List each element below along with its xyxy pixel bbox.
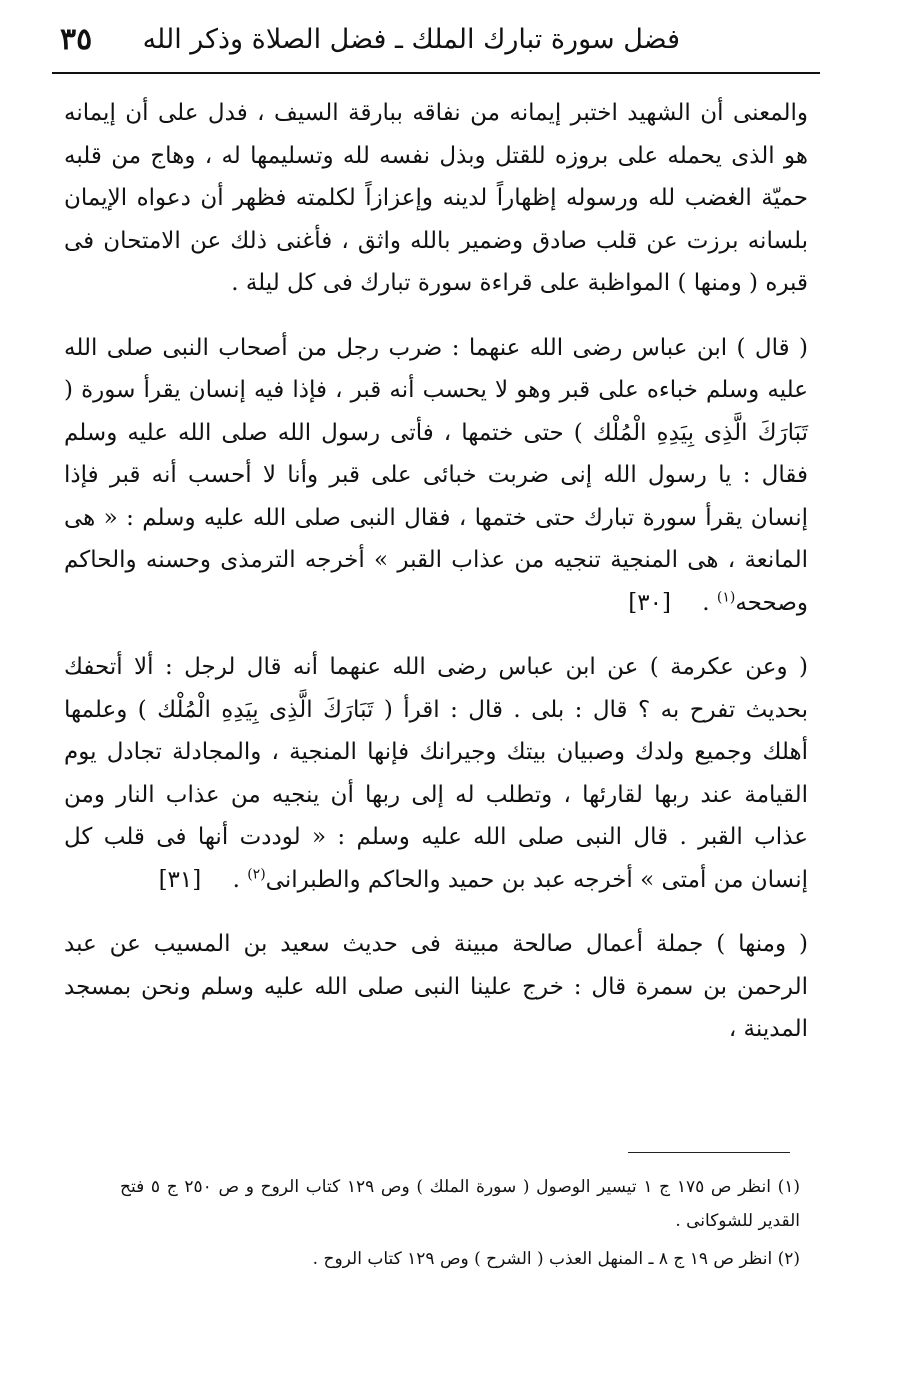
running-title: فضل سورة تبارك الملك ـ فضل الصلاة وذكر الله [142, 24, 680, 55]
paragraph-text: ( وعن عكرمة ) عن ابن عباس رضى الله عنهما أنه قال لرجل : ألا أتحفك بحديث تفرح به ؟ قال : بلى . قال : اقرأ ( تَبَارَكَ الَّذِى بِيَدِهِ الْمُلْك ) وعلمها أهلك وجميع ولدك وصبيان بيتك وجيرانك فإنها المنجية ، والمجادلة تجادل يوم القيامة عند ربها لقارئها ، وتطلب له إلى ربها أن ينجيه من عذاب النار ومن عذاب القبر . قال النبى صلى الله عليه وسلم : « لوددت أنها فى قلب كل إنسان من أمتى » أخرجه عبد بن حميد والحاكم والطبرانى [64, 654, 808, 893]
paragraph-ending: . [232, 866, 248, 893]
paragraph-text: ( قال ) ابن عباس رضى الله عنهما : ضرب رجل من أصحاب النبى صلى الله عليه وسلم خباءه على قبر وهو لا يحسب أنه قبر ، فإذا فيه إنسان يقرأ سورة ( تَبَارَكَ الَّذِى بِيَدِهِ الْمُلْك ) حتى ختمها ، فأتى رسول الله صلى الله عليه وسلم فقال : يا رسول الله إنى ضربت خبائى على قبر وأنا لا أحسب أنه قبر فإذا إنسان يقرأ سورة تبارك حتى ختمها ، فقال النبى صلى الله عليه وسلم : « هى المانعة ، هى المنجية تنجيه من عذاب القبر » أخرجه الترمذى وحسنه والحاكم وصححه [64, 334, 808, 616]
footnote-1: (١) انظر ص ١٧٥ ج ١ تيسير الوصول ( سورة الملك ) وص ١٢٩ كتاب الروح و ص ٢٥٠ ج ٥ فتح القدير للشوكانى . [120, 1177, 801, 1231]
paragraph-intro [64, 92, 808, 305]
main-text [64, 92, 808, 1051]
page-header [52, 22, 820, 66]
paragraph-deeds [64, 923, 808, 1051]
footnote-marker[interactable]: (١) [716, 588, 736, 605]
paragraph-text: والمعنى أن الشهيد اختبر إيمانه من نفاقه ببارقة السيف ، فدل على أن إيمانه هو الذى يحمله على بروزه للقتل وبذل نفسه لله وتسليمها له ، وهاج من قلبه حميّة الغضب لله ورسوله إظهاراً لدينه وإعزازاً لكلمته فظهر أن دعواه الإيمان بلسانه برزت عن قلب صادق وضمير بالله واثق ، فأغنى ذلك عن الامتحان فى قبره ( ومنها ) المواظبة على قراءة سورة تبارك فى كل ليلة . [64, 100, 808, 296]
paragraph-hadith-ibn-abbas [64, 327, 808, 625]
hadith-number: [٣١] [158, 866, 202, 893]
footnote-divider [628, 1152, 790, 1153]
header-divider [52, 72, 820, 74]
paragraph-text: ( ومنها ) جملة أعمال صالحة مبينة فى حديث سعيد بن المسيب عن عبد الرحمن بن سمرة قال : خرج علينا النبى صلى الله عليه وسلم ونحن بمسجد المدينة ، [64, 931, 808, 1042]
footnote-marker[interactable]: (٢) [247, 865, 266, 882]
page-number: ٣٥ [60, 22, 93, 57]
hadith-number: [٣٠] [628, 589, 671, 616]
footnote-2: (٢) انظر ص ١٩ ج ٨ ـ المنهل العذب ( الشرح ) وص ١٢٩ كتاب الروح . [312, 1249, 800, 1269]
paragraph-hadith-ikrimah [64, 646, 808, 901]
footnotes-section [120, 1170, 800, 1276]
paragraph-ending: . [702, 589, 717, 616]
